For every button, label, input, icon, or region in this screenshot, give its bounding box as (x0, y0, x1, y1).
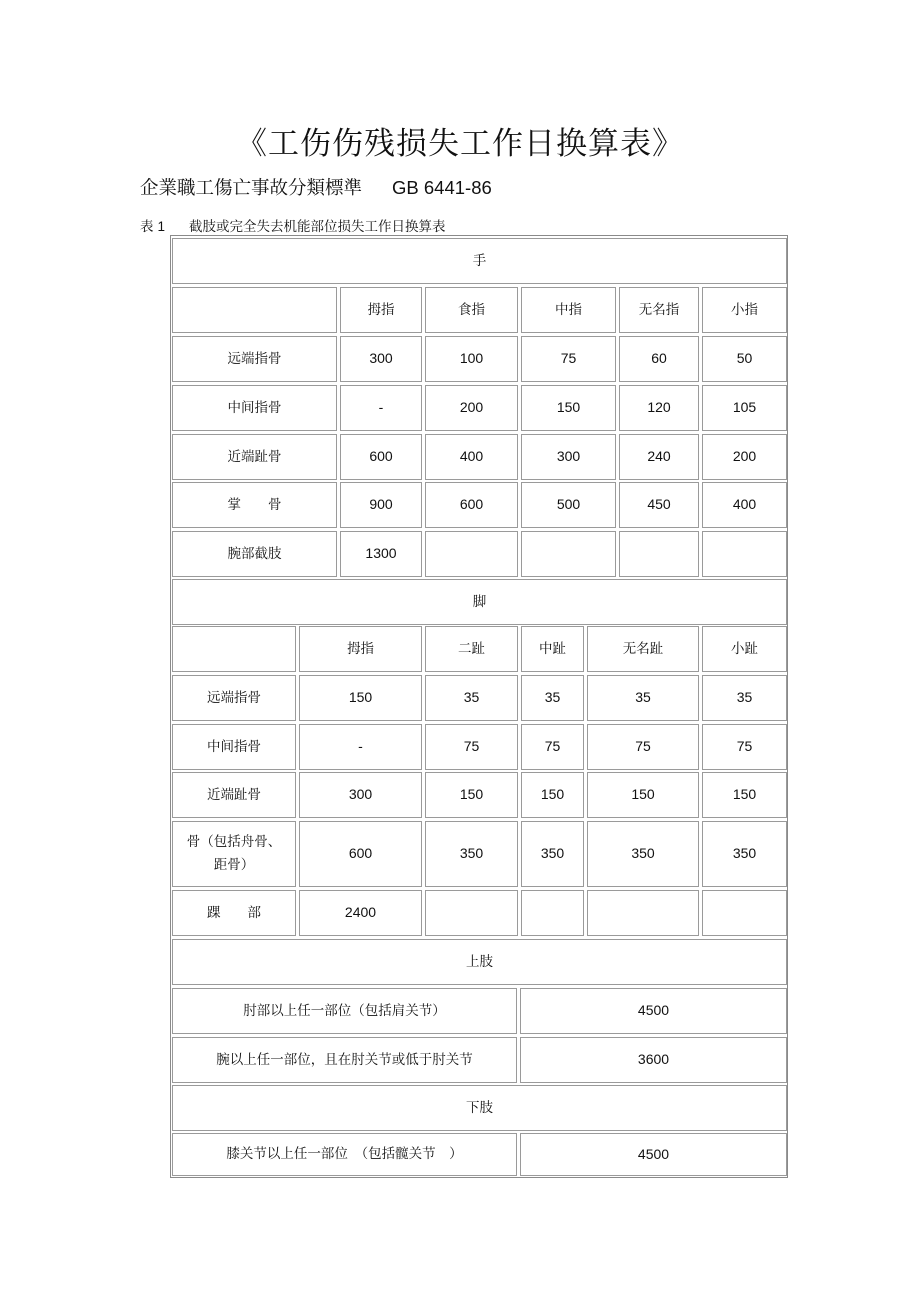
foot-cell: 35 (587, 675, 699, 721)
empty-cell (425, 890, 518, 936)
foot-row-label: 远端指骨 (172, 675, 296, 721)
hand-cell: 100 (425, 336, 518, 382)
hand-cell: 120 (619, 385, 699, 431)
empty-cell (521, 531, 616, 577)
section-hand: 手 (172, 238, 787, 284)
hand-header-index: 食指 (425, 287, 518, 333)
empty-cell (702, 890, 787, 936)
hand-cell: 150 (521, 385, 616, 431)
section-upper-limb: 上肢 (172, 939, 787, 985)
foot-cell: 35 (521, 675, 584, 721)
foot-row-label: 中间指骨 (172, 724, 296, 770)
foot-cell: 150 (521, 772, 584, 818)
foot-header-ring-toe: 无名趾 (587, 626, 699, 672)
foot-row-label: 近端趾骨 (172, 772, 296, 818)
table-caption (140, 215, 446, 235)
hand-header-middle: 中指 (521, 287, 616, 333)
foot-cell: - (299, 724, 422, 770)
foot-cell: 150 (587, 772, 699, 818)
foot-cell: 75 (425, 724, 518, 770)
empty-cell (702, 531, 787, 577)
hand-cell: 50 (702, 336, 787, 382)
subtitle-text: 企業職工傷亡事故分類標準 (140, 178, 363, 199)
hand-cell: 450 (619, 482, 699, 528)
foot-cell: 350 (587, 821, 699, 887)
empty-cell (521, 890, 584, 936)
foot-cell: 150 (702, 772, 787, 818)
foot-cell: 150 (425, 772, 518, 818)
hand-cell: 300 (521, 434, 616, 480)
hand-header-thumb: 拇指 (340, 287, 422, 333)
foot-header-little-toe: 小趾 (702, 626, 787, 672)
foot-header-middle-toe: 中趾 (521, 626, 584, 672)
lower-row-label: 膝关节以上任一部位 （包括髋关节 ） (172, 1133, 517, 1176)
hand-header-little: 小指 (702, 287, 787, 333)
hand-cell: 200 (702, 434, 787, 480)
hand-header-ring: 无名指 (619, 287, 699, 333)
wrist-label: 腕部截肢 (172, 531, 337, 577)
hand-cell: - (340, 385, 422, 431)
foot-header-big-toe: 拇指 (299, 626, 422, 672)
foot-cell: 300 (299, 772, 422, 818)
hand-cell: 300 (340, 336, 422, 382)
hand-row-label: 掌 骨 (172, 482, 337, 528)
foot-cell: 75 (702, 724, 787, 770)
foot-cell: 600 (299, 821, 422, 887)
page-title: 《工伤伤残损失工作日换算表》 (236, 126, 684, 162)
hand-cell: 600 (425, 482, 518, 528)
hand-cell: 600 (340, 434, 422, 480)
foot-cell: 150 (299, 675, 422, 721)
hand-cell: 500 (521, 482, 616, 528)
subtitle (140, 174, 492, 200)
hand-row-label: 中间指骨 (172, 385, 337, 431)
foot-cell: 350 (425, 821, 518, 887)
caption-number: 1 (157, 219, 166, 234)
hand-cell: 75 (521, 336, 616, 382)
ankle-value: 2400 (299, 890, 422, 936)
empty-cell (619, 531, 699, 577)
hand-cell: 60 (619, 336, 699, 382)
hand-cell: 900 (340, 482, 422, 528)
lower-row-value: 4500 (520, 1133, 787, 1176)
empty-cell (587, 890, 699, 936)
foot-cell: 35 (425, 675, 518, 721)
upper-row-value: 3600 (520, 1037, 787, 1083)
section-lower-limb: 下肢 (172, 1085, 787, 1131)
empty-cell (425, 531, 518, 577)
foot-cell: 75 (587, 724, 699, 770)
upper-row-value: 4500 (520, 988, 787, 1034)
hand-cell: 105 (702, 385, 787, 431)
foot-cell: 75 (521, 724, 584, 770)
wrist-value: 1300 (340, 531, 422, 577)
hand-header-blank (172, 287, 337, 333)
foot-cell: 35 (702, 675, 787, 721)
hand-row-label: 近端趾骨 (172, 434, 337, 480)
foot-header-second-toe: 二趾 (425, 626, 518, 672)
foot-header-blank (172, 626, 296, 672)
hand-cell: 400 (425, 434, 518, 480)
foot-row-label: 骨（包括舟骨、距骨） (172, 821, 296, 887)
section-foot: 脚 (172, 579, 787, 625)
hand-row-label: 远端指骨 (172, 336, 337, 382)
foot-cell: 350 (702, 821, 787, 887)
upper-row-label: 腕以上任一部位，且在肘关节或低于肘关节 (172, 1037, 517, 1083)
conversion-table (170, 235, 788, 1178)
standard-code: GB 6441-86 (392, 177, 492, 198)
caption-label: 表 (140, 219, 154, 235)
hand-cell: 240 (619, 434, 699, 480)
hand-cell: 400 (702, 482, 787, 528)
caption-text: 截肢或完全失去机能部位损失工作日换算表 (189, 219, 446, 235)
ankle-label: 踝 部 (172, 890, 296, 936)
upper-row-label: 肘部以上任一部位（包括肩关节） (172, 988, 517, 1034)
foot-cell: 350 (521, 821, 584, 887)
hand-cell: 200 (425, 385, 518, 431)
